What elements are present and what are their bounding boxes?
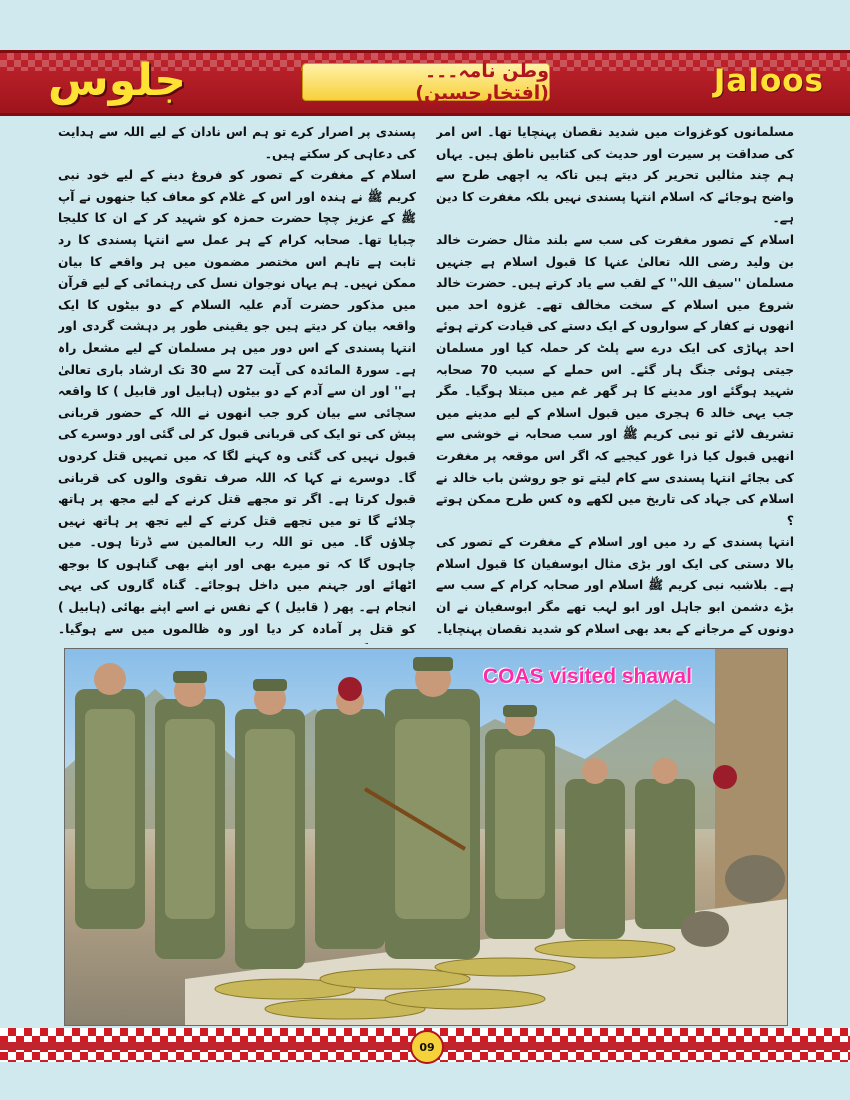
photo-illustration bbox=[65, 649, 787, 1025]
article-columns bbox=[58, 122, 794, 644]
article-column-right bbox=[436, 122, 794, 644]
paragraph: پسندی پر اصرار کرے تو ہم اس نادان کے لیے اللہ سے ہدایت کی دعاہی کر سکتے ہیں۔ bbox=[58, 125, 416, 161]
paragraph: انتہا پسندی کے رد میں اور اسلام کے مغفرت کے تصور کی بالا دستی کی ایک اور بڑی مثال ابوسفیان کا قبول اسلام ہے۔ بلاشبہ نبی کریم ﷺ اسلام اور صحابہ کرام کے سب سے بڑے دشمن ابو جاہل اور ابو لہب تھے مگر ابوسفیان نے ان دونوں کے مرجانے کے بعد بھی اسلام کو شدید نقصان پہنچایا۔ bbox=[436, 535, 794, 636]
brand-title: Jaloos bbox=[713, 63, 824, 99]
photo-caption: COAS visited shawal bbox=[483, 665, 692, 688]
paragraph: اسلام کے مغفرت کے تصور کو فروغ دینے کے لیے خود نبی کریم ﷺ نے ہندہ اور اس کے غلام کو معاف کیا جنھوں نے آپ ﷺ کے عزیز چچا حضرت حمزہ کو شہید کر کے ان کا کلیجا چبایا تھا۔ صحابہ کرام کے ہر عمل سے انتہا پسندی کا رد ثابت ہے تاہم اس مختصر مضمون میں ہر واقعے کا بیان ممکن نہیں۔ ہم یہاں نوجوان نسل کی رہنمائی کے لیے قرآن میں مذکور حضرت آدم علیہ السلام کے دو بیٹوں کا ایک واقعہ بیان کر دیتے ہیں جو یقینی طور پر دہشت گردی اور انتہا پسندی کے اس دور میں ہر مسلمان کے لیے مشعل راہ ہے۔ سورۃ المائدہ کی آیت 27 سے 30 تک ارشاد باری تعالیٰ ہے'' اور ان سے آدم کے دو بیٹوں (ہابیل اور قابیل ) کا واقعہ سچائی سے بیان کرو جب انھوں نے اللہ کے حضور قربانی پیش کی تو ایک کی قربانی قبول کر لی گئی اور دوسرے کی قبول نہیں کی گئی وہ کہنے لگا کہ میں تمہیں قتل کردوں گا۔ دوسرے نے کہا کہ اللہ صرف تقوی والوں کی قربانی قبول کرتا ہے۔ اگر تو مجھے قتل کرنے کے لیے مجھ پر ہاتھ چلائے گا تو میں تجھے قتل کرنے کے لیے تجھ پر ہاتھ نہیں چلاؤں گا۔ میں تو اللہ رب العالمین سے ڈرتا ہوں۔ میں چاہوں گا کہ تو میرے بھی اور اپنے بھی گناہوں کا بوجھ اٹھائے اور جہنم میں داخل ہوجائے۔ گناہ گاروں کی یہی انجام ہے۔ پھر ( قابیل ) کے نفس نے اسے اپنے بھائی (ہابیل ) کو قتل پر آمادہ کر دیا اور وہ ظالموں میں سے ہوگیا۔ bbox=[58, 168, 416, 636]
article-column-left bbox=[58, 122, 416, 644]
news-photo bbox=[64, 648, 788, 1026]
paragraph: اسلام کے تصور مغفرت کی سب سے بلند مثال حضرت خالد بن ولید رضی اللہ تعالیٰ عنہا کا قبول اسلام ہے جنہیں مسلمان ''سیف اللہ'' کے لقب سے یاد کرتے ہیں۔ حضرت خالد شروع میں اسلام کے سخت مخالف تھے۔ غزوہ احد میں انھوں نے کفار کے سواروں کے ایک دستے کی قیادت کرتے ہوئے احد پہاڑی کی ایک درے سے پلٹ کر حملہ کیا اور مسلمان جیتی ہوئی جنگ ہار گئے۔ اس حملے کے سبب 70 صحابہ شہید ہوگئے اور مدینے کا ہر گھر غم میں مبتلا ہوگیا۔ مگر جب یہی خالد 6 ہجری میں قبول اسلام کے لیے مدینے میں تشریف لائے تو نبی کریم ﷺ اور سب صحابہ نے خوشی سے انھیں قبول کیا ذرا غور کیجیے کہ اگر اس موقعہ پر مغفرت کی بجائے انتہا پسندی سے کام لیتے تو جو روشن باب خالد نے اسلام کی جہاد کی تاریخ میں لکھے وہ کس طرح ممکن ہوتے ؟ bbox=[436, 232, 794, 528]
section-title: وطن نامہ۔۔۔(افتخارحسین) bbox=[302, 63, 550, 101]
paragraph: مسلمانوں کوغزوات میں شدید نقصان پہنچایا تھا۔ اس امر کی صداقت پر سیرت اور حدیث کی کتابیں ناطق ہیں۔ یہاں ہم چند مثالیں تحریر کر دیتے ہیں تاکہ یہ اچھی طرح سے واضح ہوجائے کہ اسلام انتہا پسندی نہیں بلکہ مغفرت کا دین ہے۔ bbox=[436, 125, 794, 226]
page-number: 09 bbox=[410, 1030, 444, 1064]
urdu-logo: جلوس bbox=[48, 55, 186, 106]
header-band bbox=[0, 50, 850, 116]
